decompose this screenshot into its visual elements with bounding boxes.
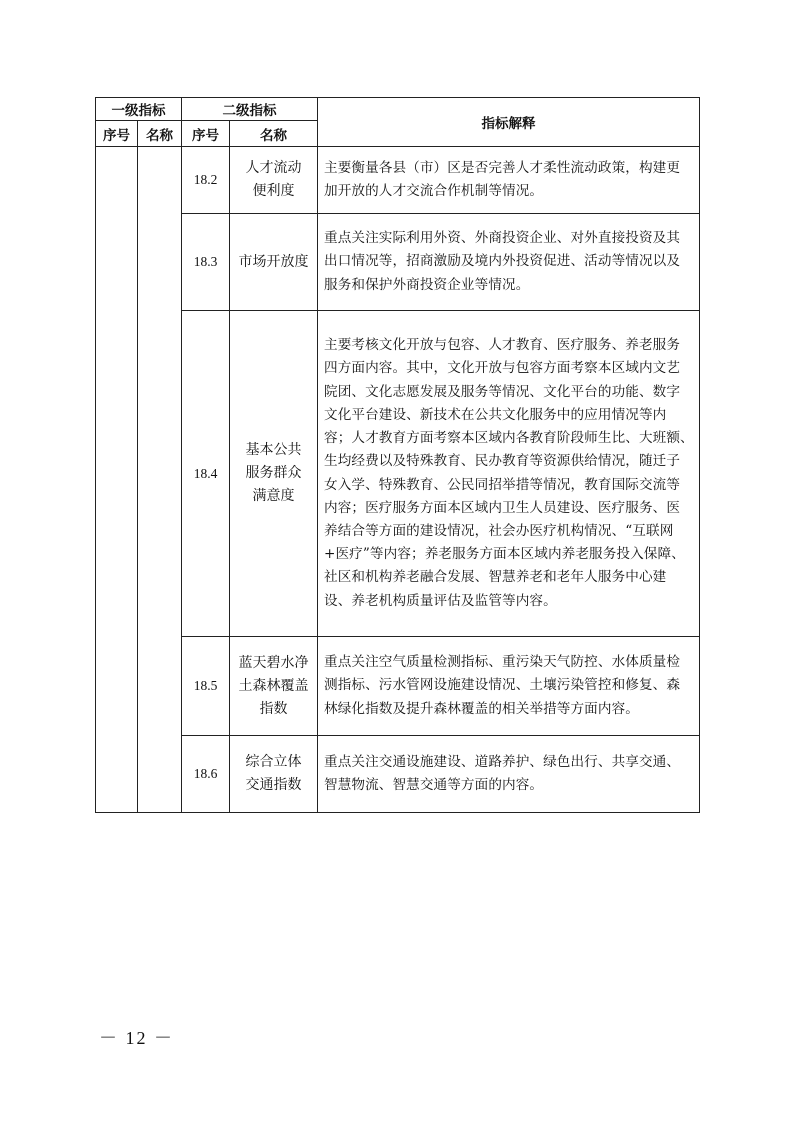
level1-name-header: 名称 <box>138 121 182 147</box>
table-row <box>96 147 700 214</box>
row-name: 市场开放度 <box>230 214 318 311</box>
level2-name-header: 名称 <box>230 121 318 147</box>
row-explanation: 重点关注实际利用外资、外商投资企业、对外直接投资及其 出口情况等，招商激励及境内外投资促进、活动等情况以及 服务和保护外商投资企业等情况。 <box>318 214 700 311</box>
row-number: 18.2 <box>182 147 230 214</box>
level1-seq-header: 序号 <box>96 121 138 147</box>
level2-header: 二级指标 <box>182 98 318 121</box>
row-name: 人才流动 便利度 <box>230 147 318 214</box>
level1-header: 一级指标 <box>96 98 182 121</box>
row-explanation: 重点关注空气质量检测指标、重污染天气防控、水体质量检 测指标、污水管网设施建设情况、土壤污染管控和修复、森 林绿化指数及提升森林覆盖的相关举措等方面内容。 <box>318 637 700 736</box>
table-row <box>96 311 700 637</box>
row-number: 18.3 <box>182 214 230 311</box>
row-name: 综合立体 交通指数 <box>230 736 318 813</box>
row-name: 基本公共 服务群众 满意度 <box>230 311 318 637</box>
indicator-table <box>95 97 700 813</box>
row-explanation: 主要考核文化开放与包容、人才教育、医疗服务、养老服务 四方面内容。其中，文化开放与包容方面考察本区域内文艺 院团、文化志愿发展及服务等情况、文化平台的功能、数字 文化平台建设、新技术在公共文化服务中的应用情况等内 容；人才教育方面考察本区域内各教育阶段师生比、大班额、 生均经费以及特殊教育、民办教育等资源供给情况，随迁子 女入学、特殊教育、公民同招举措等情况，教育国际交流等 内容；医疗服务方面本区域内卫生人员建设、医疗服务、医 养结合等方面的建设情况，社会办医疗机构情况、“互联网 +医疗”等内容；养老服务方面本区域内养老服务投入保障、 社区和机构养老融合发展、智慧养老和老年人服务中心建 设、养老机构质量评估及监管等内容。 <box>318 311 700 637</box>
row-explanation: 主要衡量各县（市）区是否完善人才柔性流动政策，构建更 加开放的人才交流合作机制等情况。 <box>318 147 700 214</box>
level2-seq-header: 序号 <box>182 121 230 147</box>
header-row-1 <box>96 98 700 121</box>
row-number: 18.4 <box>182 311 230 637</box>
level1-seq-cell <box>96 147 138 813</box>
row-name: 蓝天碧水净 土森林覆盖 指数 <box>230 637 318 736</box>
row-number: 18.5 <box>182 637 230 736</box>
row-number: 18.6 <box>182 736 230 813</box>
page-number: － 12 － <box>99 1028 174 1048</box>
table-row <box>96 214 700 311</box>
table-row <box>96 736 700 813</box>
row-explanation: 重点关注交通设施建设、道路养护、绿色出行、共享交通、 智慧物流、智慧交通等方面的内容。 <box>318 736 700 813</box>
explain-header: 指标解释 <box>318 98 700 147</box>
table-row <box>96 637 700 736</box>
level1-name-cell <box>138 147 182 813</box>
